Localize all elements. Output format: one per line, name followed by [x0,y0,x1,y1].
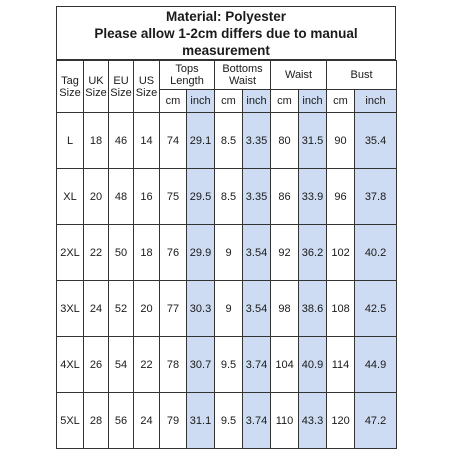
cell-tops-cm: 77 [160,281,187,337]
table-row [57,169,397,225]
cell-us-size: 14 [134,113,160,169]
cell-bust-cm: 102 [327,225,355,281]
cell-eu-size: 46 [109,113,134,169]
header-tag-line1: Tag [61,74,79,87]
cell-waist-inch: 43.3 [299,393,327,449]
header-eu-line1: EU [113,74,129,87]
cell-waist-inch: 31.5 [299,113,327,169]
cell-waist-inch: 33.9 [299,169,327,225]
header-tag-line2: Size [59,86,81,99]
cell-uk-size: 22 [84,225,109,281]
header-bottoms-waist [215,61,271,90]
cell-bust-inch: 35.4 [355,113,397,169]
header-uk-line2: Size [85,86,107,99]
cell-uk-size: 24 [84,281,109,337]
header-bust: Bust [327,61,397,90]
cell-tag-size: 2XL [57,225,84,281]
cell-eu-size: 56 [109,393,134,449]
title-box [56,6,396,60]
cell-tops-cm: 74 [160,113,187,169]
cell-bust-inch: 47.2 [355,393,397,449]
cell-waist-cm: 110 [271,393,299,449]
header-eu-size [109,61,134,113]
header-bottoms-line2: Waist [228,75,257,87]
title-note: Please allow 1-2cm differs due to manual [94,25,358,41]
cell-tag-size: 3XL [57,281,84,337]
cell-eu-size: 54 [109,337,134,393]
cell-bottoms-inch: 3.35 [243,169,271,225]
cell-bust-inch: 42.5 [355,281,397,337]
size-table [56,60,397,449]
header-eu-line2: Size [110,86,132,99]
cell-tag-size: XL [57,169,84,225]
cell-tag-size: 5XL [57,393,84,449]
title-material: Material: Polyester [165,8,287,24]
header-row-groups [57,61,397,90]
cell-bottoms-cm: 9 [215,281,243,337]
header-tops-inch: inch [187,90,215,113]
cell-waist-cm: 98 [271,281,299,337]
header-waist: Waist [271,61,327,90]
cell-us-size: 18 [134,225,160,281]
cell-bottoms-cm: 9.5 [215,337,243,393]
table-row [57,393,397,449]
header-tops-line1: Tops [175,63,199,75]
header-uk-line1: UK [88,74,104,87]
cell-tops-inch: 30.7 [187,337,215,393]
header-tops-line2: Length [170,75,204,87]
title-note-cont: measurement [182,42,270,58]
header-uk-size [84,61,109,113]
table-row [57,225,397,281]
cell-uk-size: 26 [84,337,109,393]
header-us-size [134,61,160,113]
header-waist-inch: inch [299,90,327,113]
cell-tops-inch: 30.3 [187,281,215,337]
cell-eu-size: 48 [109,169,134,225]
cell-uk-size: 20 [84,169,109,225]
header-tag-size [57,61,84,113]
cell-bottoms-inch: 3.35 [243,113,271,169]
header-bust-cm: cm [327,90,355,113]
cell-waist-cm: 86 [271,169,299,225]
cell-bottoms-cm: 8.5 [215,113,243,169]
cell-us-size: 24 [134,393,160,449]
cell-tops-inch: 29.1 [187,113,215,169]
cell-us-size: 16 [134,169,160,225]
cell-tops-cm: 78 [160,337,187,393]
table-row [57,113,397,169]
header-us-line2: Size [135,86,158,99]
cell-waist-inch: 38.6 [299,281,327,337]
cell-bust-cm: 114 [327,337,355,393]
cell-waist-inch: 40.9 [299,337,327,393]
header-bottoms-cm: cm [215,90,243,113]
cell-bust-inch: 37.8 [355,169,397,225]
cell-bust-cm: 108 [327,281,355,337]
cell-waist-cm: 80 [271,113,299,169]
cell-uk-size: 28 [84,393,109,449]
header-tops-length [160,61,215,90]
cell-bottoms-cm: 9 [215,225,243,281]
cell-tag-size: L [57,113,84,169]
header-tops-cm: cm [160,90,187,113]
cell-bust-inch: 44.9 [355,337,397,393]
cell-bottoms-inch: 3.74 [243,393,271,449]
cell-bust-cm: 96 [327,169,355,225]
cell-bust-inch: 40.2 [355,225,397,281]
cell-bottoms-inch: 3.54 [243,281,271,337]
cell-bottoms-cm: 8.5 [215,169,243,225]
cell-eu-size: 52 [109,281,134,337]
cell-tops-inch: 29.9 [187,225,215,281]
cell-bust-cm: 90 [327,113,355,169]
table-row [57,337,397,393]
cell-bottoms-inch: 3.54 [243,225,271,281]
cell-bust-cm: 120 [327,393,355,449]
cell-uk-size: 18 [84,113,109,169]
cell-tops-cm: 79 [160,393,187,449]
cell-tag-size: 4XL [57,337,84,393]
header-waist-cm: cm [271,90,299,113]
cell-us-size: 20 [134,281,160,337]
cell-tops-inch: 31.1 [187,393,215,449]
header-bust-inch: inch [355,90,397,113]
cell-tops-cm: 75 [160,169,187,225]
header-bottoms-line1: Bottoms [222,63,263,75]
cell-bottoms-cm: 9.5 [215,393,243,449]
cell-waist-cm: 104 [271,337,299,393]
header-us-line1: US [138,74,155,87]
cell-bottoms-inch: 3.74 [243,337,271,393]
cell-tops-inch: 29.5 [187,169,215,225]
header-bottoms-inch: inch [243,90,271,113]
cell-us-size: 22 [134,337,160,393]
cell-waist-inch: 36.2 [299,225,327,281]
table-body [57,61,397,449]
cell-waist-cm: 92 [271,225,299,281]
table-row [57,281,397,337]
cell-tops-cm: 76 [160,225,187,281]
cell-eu-size: 50 [109,225,134,281]
